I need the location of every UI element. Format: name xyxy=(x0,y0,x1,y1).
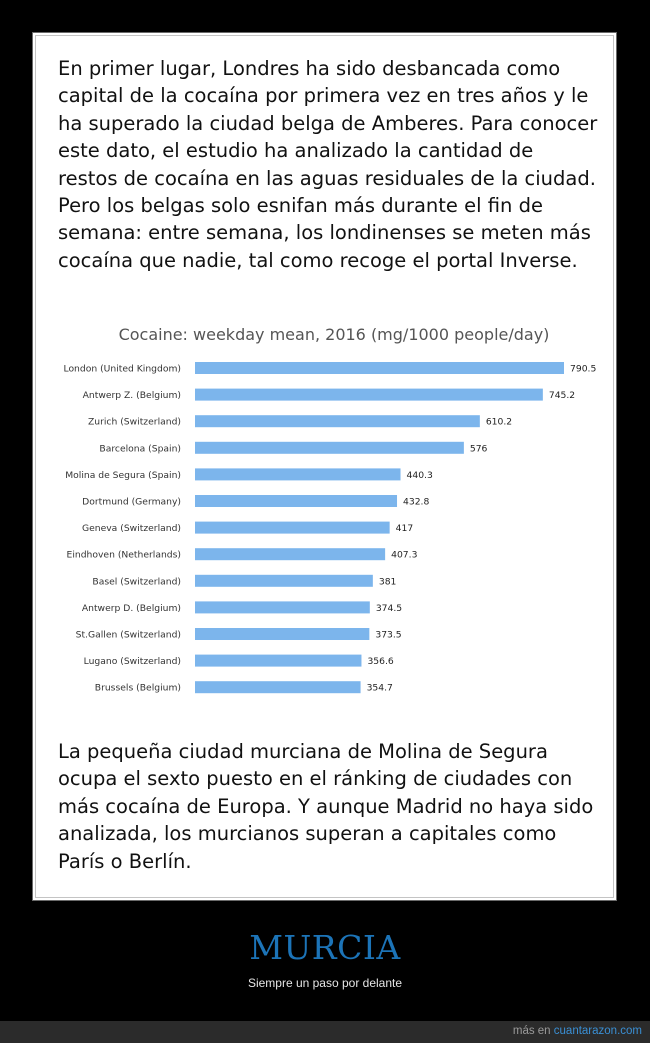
value-label: 407.3 xyxy=(391,549,418,561)
category-label: Antwerp D. (Belgium) xyxy=(81,602,181,614)
category-label: Barcelona (Spain) xyxy=(99,443,181,455)
footer-bar xyxy=(0,1021,650,1043)
footer-site-link[interactable]: cuantarazon.com xyxy=(553,1025,642,1037)
bar xyxy=(195,575,373,587)
bar-chart xyxy=(38,316,612,706)
brand-title: MURCIA xyxy=(249,928,401,967)
category-label: London (United Kingdom) xyxy=(63,363,181,375)
outro-paragraph: La pequeña ciudad murciana de Molina de Segura ocupa el sexto puesto en el ránking de ciudades con más cocaína de Europa. Y aunque Madrid no haya sido analizada, los murcianos superan a capitales como París o Berlín. xyxy=(58,740,594,873)
value-label: 417 xyxy=(395,523,414,535)
bars-group xyxy=(63,362,596,694)
bar xyxy=(195,468,401,480)
value-label: 432.8 xyxy=(403,496,430,508)
category-label: Basel (Switzerland) xyxy=(92,576,181,588)
value-label: 610.2 xyxy=(485,416,513,428)
footer-prefix: más en xyxy=(512,1025,551,1037)
category-label: St.Gallen (Switzerland) xyxy=(75,629,181,641)
category-label: Antwerp Z. (Belgium) xyxy=(82,390,181,402)
bar xyxy=(195,522,390,534)
category-label: Molina de Segura (Spain) xyxy=(65,469,181,481)
bar xyxy=(195,415,480,427)
value-label: 745.2 xyxy=(548,390,576,402)
footer-text xyxy=(513,1025,642,1037)
value-label: 356.6 xyxy=(367,656,394,668)
bar xyxy=(195,442,464,454)
bar xyxy=(195,655,361,667)
bar xyxy=(195,362,564,374)
category-label: Geneva (Switzerland) xyxy=(82,523,181,535)
bar xyxy=(195,495,397,507)
value-label: 374.5 xyxy=(375,602,403,614)
value-label: 440.3 xyxy=(406,469,433,481)
tagline: Siempre un paso por delante xyxy=(247,976,403,990)
value-label: 381 xyxy=(378,576,397,588)
value-label: 790.5 xyxy=(570,363,597,375)
chart-title: Cocaine: weekday mean, 2016 (mg/1000 people/day) xyxy=(118,325,550,344)
category-label: Zurich (Switzerland) xyxy=(87,416,181,428)
bar xyxy=(195,389,543,401)
bar-chart-svg xyxy=(38,316,612,706)
bar xyxy=(195,548,385,560)
category-label: Brussels (Belgium) xyxy=(94,682,181,694)
bar xyxy=(195,681,361,693)
category-label: Dortmund (Germany) xyxy=(82,496,181,508)
bar xyxy=(195,628,369,640)
value-label: 373.5 xyxy=(375,629,402,641)
value-label: 576 xyxy=(469,443,488,455)
value-label: 354.7 xyxy=(366,682,393,694)
category-label: Eindhoven (Netherlands) xyxy=(66,549,181,561)
intro-paragraph: En primer lugar, Londres ha sido desbancada como capital de la cocaína por primera vez en tres años y le ha superado la ciudad belga de Amberes. Para conocer este dato, el estudio ha analizado la cantidad de restos de cocaína en las aguas residuales de la ciudad. Pero los belgas solo esnifan más durante el fin de semana: entre semana, los londinenses se meten más cocaína que nadie, tal como recoge el portal Inverse. xyxy=(58,57,598,272)
bar xyxy=(195,601,370,613)
category-label: Lugano (Switzerland) xyxy=(83,656,181,668)
